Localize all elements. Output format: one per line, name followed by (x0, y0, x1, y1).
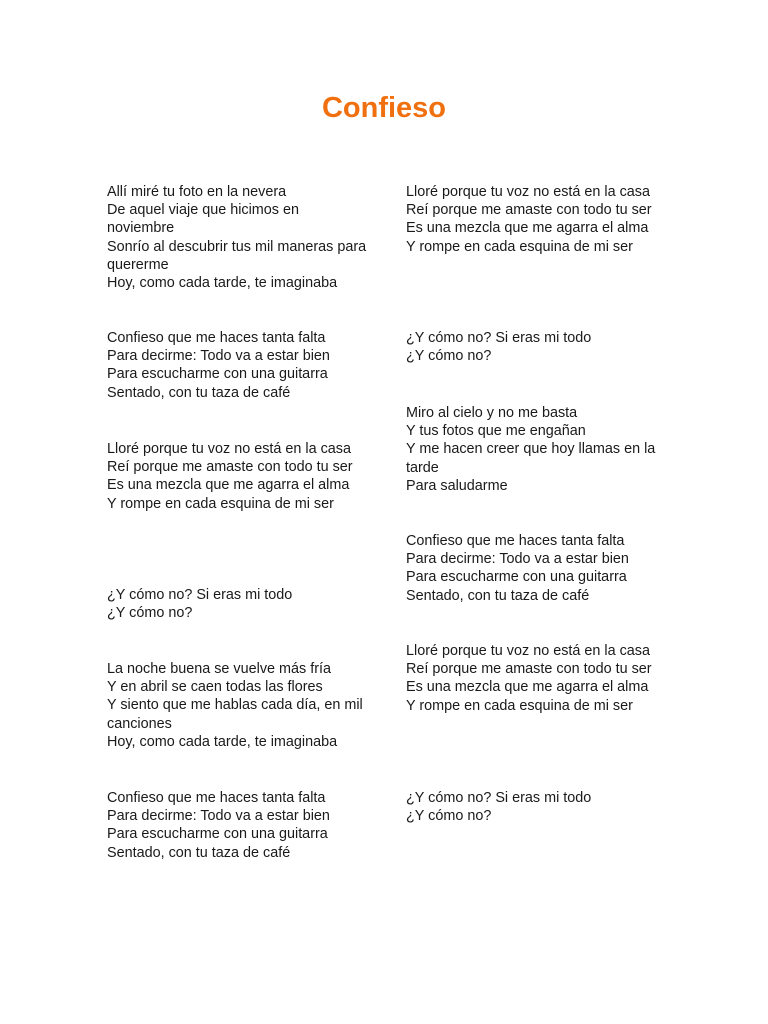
lyric-line: Allí miré tu foto en la nevera (107, 184, 287, 200)
lyric-line: Para escucharme con una guitarra (406, 569, 627, 586)
lyric-line: Sentado, con tu taza de café (107, 384, 291, 401)
lyric-line: ¿Y cómo no? (107, 605, 193, 622)
stanza (406, 404, 668, 495)
stanza (107, 329, 369, 402)
lyric-line: ¿Y cómo no? Si eras mi todo (406, 790, 592, 806)
stanza (107, 586, 369, 622)
lyric-line: ¿Y cómo no? Si eras mi todo (406, 330, 592, 346)
lyrics-column-left (107, 183, 369, 943)
stanza (406, 532, 668, 605)
lyric-line: Lloré porque tu voz no está en la casa (406, 643, 651, 659)
stanza (406, 642, 668, 715)
lyric-line: Sentado, con tu taza de café (406, 587, 590, 604)
lyric-line: Y rompe en cada esquina de mi ser (406, 238, 633, 255)
lyric-line: De aquel viaje que hicimos en noviembre (107, 202, 299, 237)
lyric-line: Para saludarme (406, 477, 508, 494)
lyric-line: Reí porque me amaste con todo tu ser (406, 202, 652, 219)
lyric-line: Es una mezcla que me agarra el alma (406, 220, 649, 237)
lyric-line: La noche buena se vuelve más fría (107, 661, 331, 677)
stanza (107, 789, 369, 862)
lyric-line: Es una mezcla que me agarra el alma (406, 679, 649, 696)
lyric-line: Confieso que me haces tanta falta (107, 790, 326, 806)
lyric-line: Sentado, con tu taza de café (107, 844, 291, 861)
lyric-line: Es una mezcla que me agarra el alma (107, 477, 350, 494)
lyric-line: Para escucharme con una guitarra (107, 366, 328, 383)
lyric-line: Para decirme: Todo va a estar bien (107, 808, 330, 825)
lyric-line: ¿Y cómo no? (406, 348, 492, 365)
lyric-line: Confieso que me haces tanta falta (107, 330, 326, 346)
lyric-line: Sonrío al descubrir tus mil maneras para quererme (107, 238, 367, 273)
lyrics-column-right (406, 183, 668, 943)
lyric-line: Confieso que me haces tanta falta (406, 533, 625, 549)
stanza (406, 183, 668, 256)
lyric-line: Para escucharme con una guitarra (107, 826, 328, 843)
lyric-line: Reí porque me amaste con todo tu ser (406, 661, 652, 678)
lyric-line: Para decirme: Todo va a estar bien (406, 551, 629, 568)
lyric-line: Hoy, como cada tarde, te imaginaba (107, 733, 338, 750)
lyric-line: ¿Y cómo no? (406, 808, 492, 825)
lyric-line: Hoy, como cada tarde, te imaginaba (107, 275, 338, 292)
lyric-line: ¿Y cómo no? Si eras mi todo (107, 587, 293, 603)
stanza (107, 183, 369, 292)
lyric-line: Reí porque me amaste con todo tu ser (107, 459, 353, 476)
lyric-line: Lloré porque tu voz no está en la casa (406, 184, 651, 200)
lyric-line: Miro al cielo y no me basta (406, 405, 578, 421)
stanza (107, 660, 369, 751)
lyric-line: Y me hacen creer que hoy llamas en la tarde (406, 441, 656, 476)
stanza (406, 789, 668, 825)
lyric-line: Y rompe en cada esquina de mi ser (107, 495, 334, 512)
lyric-line: Y tus fotos que me engañan (406, 423, 586, 440)
page-title: Confieso (321, 92, 447, 124)
lyric-line: Y en abril se caen todas las flores (107, 679, 323, 696)
stanza (107, 440, 369, 513)
stanza (406, 329, 668, 365)
lyric-line: Y siento que me hablas cada día, en mil canciones (107, 697, 363, 732)
lyric-line: Lloré porque tu voz no está en la casa (107, 441, 352, 457)
lyric-line: Y rompe en cada esquina de mi ser (406, 697, 633, 714)
lyric-line: Para decirme: Todo va a estar bien (107, 348, 330, 365)
